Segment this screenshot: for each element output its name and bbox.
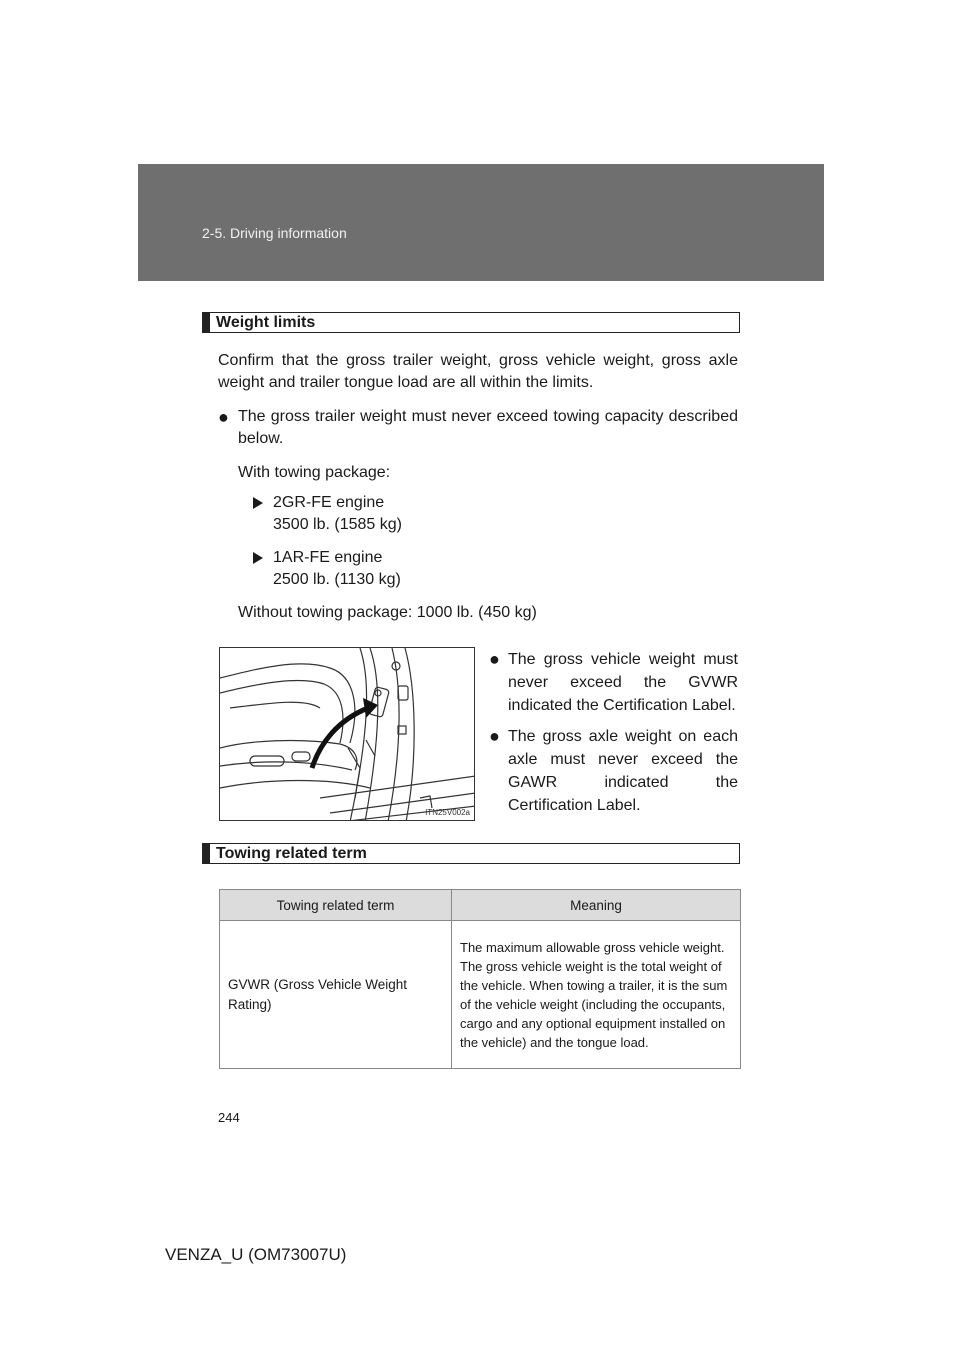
footer-code: VENZA_U (OM73007U)	[165, 1245, 347, 1264]
header-band	[138, 164, 824, 281]
without-towing-package: Without towing package: 1000 lb. (450 kg)	[238, 604, 537, 621]
table-row	[220, 921, 741, 1069]
page-number: 244	[218, 1110, 240, 1125]
weight-limits-heading: Weight limits	[202, 312, 740, 333]
engine1-value: 3500 lb. (1585 kg)	[273, 516, 402, 533]
certification-label-figure	[219, 647, 475, 821]
arrow-right-icon	[253, 552, 263, 564]
with-towing-package: With towing package:	[238, 464, 391, 481]
engine1-name: 2GR-FE engine	[273, 494, 385, 511]
arrow-right-icon	[253, 497, 263, 509]
bullet-icon: ●	[218, 407, 229, 427]
engine2-value: 2500 lb. (1130 kg)	[273, 571, 401, 588]
intro-text: Confirm that the gross trailer weight, gross vehicle weight, gross axle weight and trailer tongue load are all within the limits.	[218, 352, 738, 391]
column-header-meaning: Meaning	[452, 890, 741, 921]
bullet-icon: ●	[489, 649, 500, 669]
column-header-term: Towing related term	[220, 890, 452, 921]
meaning-cell: The maximum allowable gross vehicle weight. The gross vehicle weight is the total weight of the vehicle. When towing a trailer, it is the sum of the vehicle weight (including the occupants, cargo and any optional equipment installed on the vehicle) and the tongue load.	[452, 921, 741, 1069]
engine2-name: 1AR-FE engine	[273, 549, 383, 566]
bullet-towing-capacity: The gross trailer weight must never exceed towing capacity described below.	[238, 408, 738, 447]
term-cell: GVWR (Gross Vehicle Weight Rating)	[220, 921, 452, 1069]
bullet-gawr: The gross axle weight on each axle must never exceed the GAWR indicated the Certification Label.	[508, 728, 738, 814]
bullet-icon: ●	[489, 726, 500, 746]
figure-code: ITN25V002a	[425, 808, 470, 817]
bullet-gvwr: The gross vehicle weight must never exceed the GVWR indicated the Certification Label.	[508, 651, 738, 714]
towing-term-heading: Towing related term	[202, 843, 740, 864]
towing-term-table	[219, 889, 741, 1069]
section-title: 2-5. Driving information	[202, 225, 347, 241]
door-pillar-illustration	[220, 648, 475, 821]
